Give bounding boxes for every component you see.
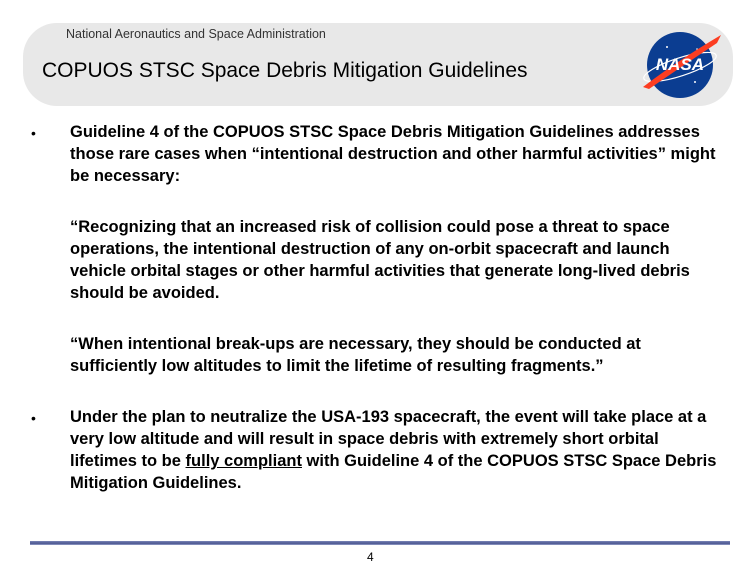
bullet-1: • bbox=[31, 125, 36, 141]
agency-name: National Aeronautics and Space Administration bbox=[66, 27, 326, 41]
logo-text: NASA bbox=[655, 55, 705, 74]
quote-recognizing: “Recognizing that an increased risk of collision could pose a threat to space operations, the intentional destruction of any on-orbit spacecraft and launch vehicle orbital stages or other harmful activities that generate long-lived debris should be avoided. bbox=[70, 218, 690, 302]
p2-underlined: fully compliant bbox=[185, 452, 302, 470]
bullet-2: • bbox=[31, 410, 36, 426]
p2-text-after: with Guideline 4 of the COPUOS STSC Space Debris Mitigation Guidelines. bbox=[70, 452, 717, 492]
paragraph-usa-193 bbox=[70, 406, 730, 494]
quote-intentional-breakups: “When intentional break-ups are necessary, they should be conducted at sufficiently low altitudes to limit the lifetime of resulting fragments.” bbox=[70, 335, 641, 375]
nasa-logo-icon bbox=[637, 27, 723, 103]
p2-text-before: Under the plan to neutralize the USA-193 spacecraft, the event will take place at a very low altitude and will result in space debris with extremely short orbital lifetimes to be bbox=[70, 408, 707, 470]
footer-rule bbox=[30, 541, 730, 545]
paragraph-guideline-4: Guideline 4 of the COPUOS STSC Space Debris Mitigation Guidelines addresses those rare cases when “intentional destruction and other harmful activities” might be necessary: bbox=[70, 123, 716, 185]
page-number: 4 bbox=[367, 550, 374, 564]
slide-title: COPUOS STSC Space Debris Mitigation Guidelines bbox=[42, 59, 528, 82]
